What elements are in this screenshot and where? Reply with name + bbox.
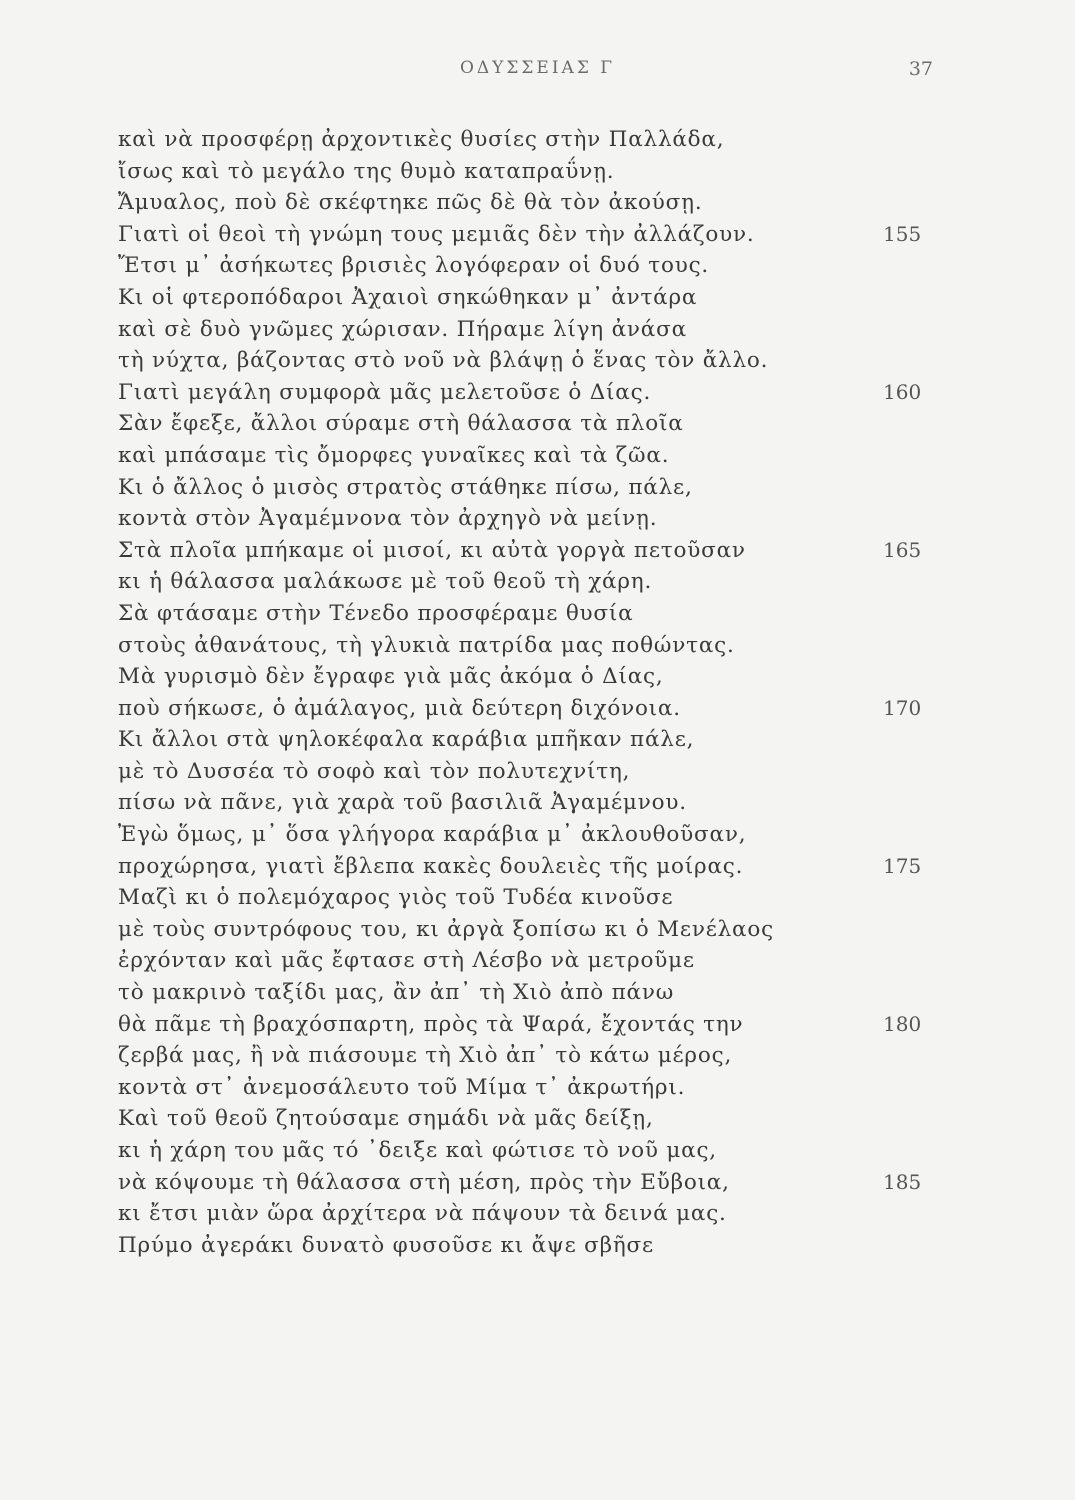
line-number: 185 [883, 1169, 922, 1194]
verse-line [118, 219, 958, 251]
line-number: 175 [883, 853, 922, 878]
line-number: 170 [883, 695, 922, 720]
verse-line [118, 156, 958, 188]
verse-line-text: μὲ τὸ Δυσσέα τὸ σοφὸ καὶ τὸν πολυτεχνίτη, [118, 758, 631, 784]
verse-line-text: ζερβά μας, ἢ νὰ πιάσουμε τὴ Χιὸ ἀπ᾽ τὸ κάτω μέρος, [118, 1043, 733, 1069]
verse-line-text: Γιατὶ οἱ θεοὶ τὴ γνώμη τους μεμιᾶς δὲν τὴν ἀλλάζουν. [118, 221, 755, 247]
verse-line-text: κοντὰ στ᾽ ἀνεμοσάλευτο τοῦ Μίμα τ᾽ ἀκρωτήρι. [118, 1074, 686, 1100]
verse-line-text: τὴ νύχτα, βάζοντας στὸ νοῦ νὰ βλάψῃ ὁ ἕνας τὸν ἄλλο. [118, 348, 769, 374]
verse-line-text: ἴσως καὶ τὸ μεγάλο της θυμὸ καταπραΰνῃ. [118, 158, 615, 184]
verse-line [118, 314, 958, 346]
verse-line-text: Μαζὶ κι ὁ πολεμόχαρος γιὸς τοῦ Τυδέα κινοῦσε [118, 885, 674, 911]
verse-line [118, 1072, 958, 1104]
verse-line-text: Κι ὁ ἄλλος ὁ μισὸς στρατὸς στάθηκε πίσω, πάλε, [118, 474, 693, 500]
verse-line [118, 1230, 958, 1262]
verse-line [118, 693, 958, 725]
verse-line-text: Πρύμο ἀγεράκι δυνατὸ φυσοῦσε κι ἄψε σβῆσε [118, 1232, 654, 1258]
verse-line [118, 724, 958, 756]
verse-line [118, 819, 958, 851]
verse-line-text: μὲ τοὺς συντρόφους του, κι ἀργὰ ξοπίσω κι ὁ Μενέλαος [118, 916, 774, 942]
verse-line-text: Γιατὶ μεγάλη συμφορὰ μᾶς μελετοῦσε ὁ Δίας. [118, 379, 652, 405]
verse-line [118, 1167, 958, 1199]
verse-line [118, 1198, 958, 1230]
verse-line-text: Κι ἄλλοι στὰ ψηλοκέφαλα καράβια μπῆκαν πάλε, [118, 727, 695, 753]
verse-line-text: πίσω νὰ πᾶνε, γιὰ χαρὰ τοῦ βασιλιᾶ Ἀγαμέμνου. [118, 790, 687, 816]
verse-line-text: καὶ μπάσαμε τὶς ὄμορφες γυναῖκες καὶ τὰ ζῶα. [118, 442, 670, 468]
verse-line-text: κι ἔτσι μιὰν ὥρα ἀρχίτερα νὰ πάψουν τὰ δεινά μας. [118, 1201, 727, 1227]
verse-line [118, 440, 958, 472]
verse-line [118, 282, 958, 314]
verse-block [118, 124, 958, 1261]
verse-line-text: κι ἡ χάρη του μᾶς τό ᾽δειξε καὶ φώτισε τὸ νοῦ μας, [118, 1138, 717, 1163]
running-title: ΟΔΥΣΣΕΙΑΣ Γ [459, 58, 616, 78]
verse-line [118, 756, 958, 788]
verse-line-text: Στὰ πλοῖα μπήκαμε οἱ μισοί, κι αὐτὰ γοργὰ πετοῦσαν [118, 537, 746, 563]
verse-line-text: Καὶ τοῦ θεοῦ ζητούσαμε σημάδι νὰ μᾶς δείξῃ, [118, 1106, 654, 1132]
verse-line-text: Ἄμυαλος, ποὺ δὲ σκέφτηκε πῶς δὲ θὰ τὸν ἀκούσῃ. [118, 190, 703, 216]
verse-line [118, 914, 958, 946]
verse-line-text: Μὰ γυρισμὸ δὲν ἔγραφε γιὰ μᾶς ἀκόμα ὁ Δίας, [118, 664, 664, 690]
verse-line-text: ἐρχόνταν καὶ μᾶς ἔφτασε στὴ Λέσβο νὰ μετροῦμε [118, 948, 695, 974]
verse-line-text: Σὰ φτάσαμε στὴν Τένεδο προσφέραμε θυσία [118, 600, 634, 626]
verse-line [118, 630, 958, 662]
verse-line [118, 851, 958, 883]
verse-line [118, 1135, 958, 1167]
verse-line [118, 472, 958, 504]
verse-line [118, 535, 958, 567]
line-number: 180 [883, 1011, 922, 1036]
verse-line-text: θὰ πᾶμε τὴ βραχόσπαρτη, πρὸς τὰ Ψαρά, ἔχοντάς την [118, 1011, 744, 1037]
verse-line-text: προχώρησα, γιατὶ ἔβλεπα κακὲς δουλειὲς τῆς μοίρας. [118, 853, 744, 879]
verse-line-text: καὶ νὰ προσφέρῃ ἀρχοντικὲς θυσίες στὴν Παλλάδα, [118, 127, 725, 152]
verse-line-text: Ἐγὼ ὅμως, μ᾽ ὅσα γλήγορα καράβια μ᾽ ἀκλουθοῦσαν, [118, 822, 747, 848]
verse-line-text: ποὺ σήκωσε, ὁ ἀμάλαγος, μιὰ δεύτερη διχόνοια. [118, 695, 681, 721]
verse-line [118, 598, 958, 630]
verse-line-text: κι ἡ θάλασσα μαλάκωσε μὲ τοῦ θεοῦ τὴ χάρη. [118, 569, 653, 595]
verse-line [118, 345, 958, 377]
verse-line [118, 661, 958, 693]
verse-line-text: στοὺς ἀθανάτους, τὴ γλυκιὰ πατρίδα μας ποθώντας. [118, 632, 735, 658]
page-number: 37 [908, 58, 933, 80]
verse-line [118, 124, 958, 156]
verse-line [118, 408, 958, 440]
verse-line [118, 503, 958, 535]
verse-line-text: νὰ κόψουμε τὴ θάλασσα στὴ μέση, πρὸς τὴν Εὔβοια, [118, 1169, 730, 1195]
running-head [0, 58, 1075, 88]
verse-line [118, 1040, 958, 1072]
verse-line [118, 566, 958, 598]
line-number: 160 [883, 379, 922, 404]
verse-line-text: τὸ μακρινὸ ταξίδι μας, ἂν ἀπ᾽ τὴ Χιὸ ἀπὸ πάνω [118, 980, 675, 1006]
verse-line-text: Κι οἱ φτεροπόδαροι Ἀχαιοὶ σηκώθηκαν μ᾽ ἀντάρα [118, 284, 698, 310]
verse-line [118, 1009, 958, 1041]
verse-line-text: Ἔτσι μ᾽ ἀσήκωτες βρισιὲς λογόφεραν οἱ δυό τους. [118, 253, 710, 279]
line-number: 165 [883, 537, 922, 562]
verse-line [118, 377, 958, 409]
verse-line [118, 977, 958, 1009]
verse-line-text: καὶ σὲ δυὸ γνῶμες χώρισαν. Πήραμε λίγη ἀνάσα [118, 316, 687, 342]
verse-line [118, 787, 958, 819]
verse-line-text: Σὰν ἔφεξε, ἄλλοι σύραμε στὴ θάλασσα τὰ πλοῖα [118, 411, 684, 437]
verse-line [118, 882, 958, 914]
line-number: 155 [883, 221, 922, 246]
verse-line [118, 250, 958, 282]
verse-line-text: κοντὰ στὸν Ἀγαμέμνονα τὸν ἀρχηγὸ νὰ μείνῃ. [118, 506, 658, 532]
verse-line [118, 1103, 958, 1135]
verse-line [118, 187, 958, 219]
verse-line [118, 945, 958, 977]
